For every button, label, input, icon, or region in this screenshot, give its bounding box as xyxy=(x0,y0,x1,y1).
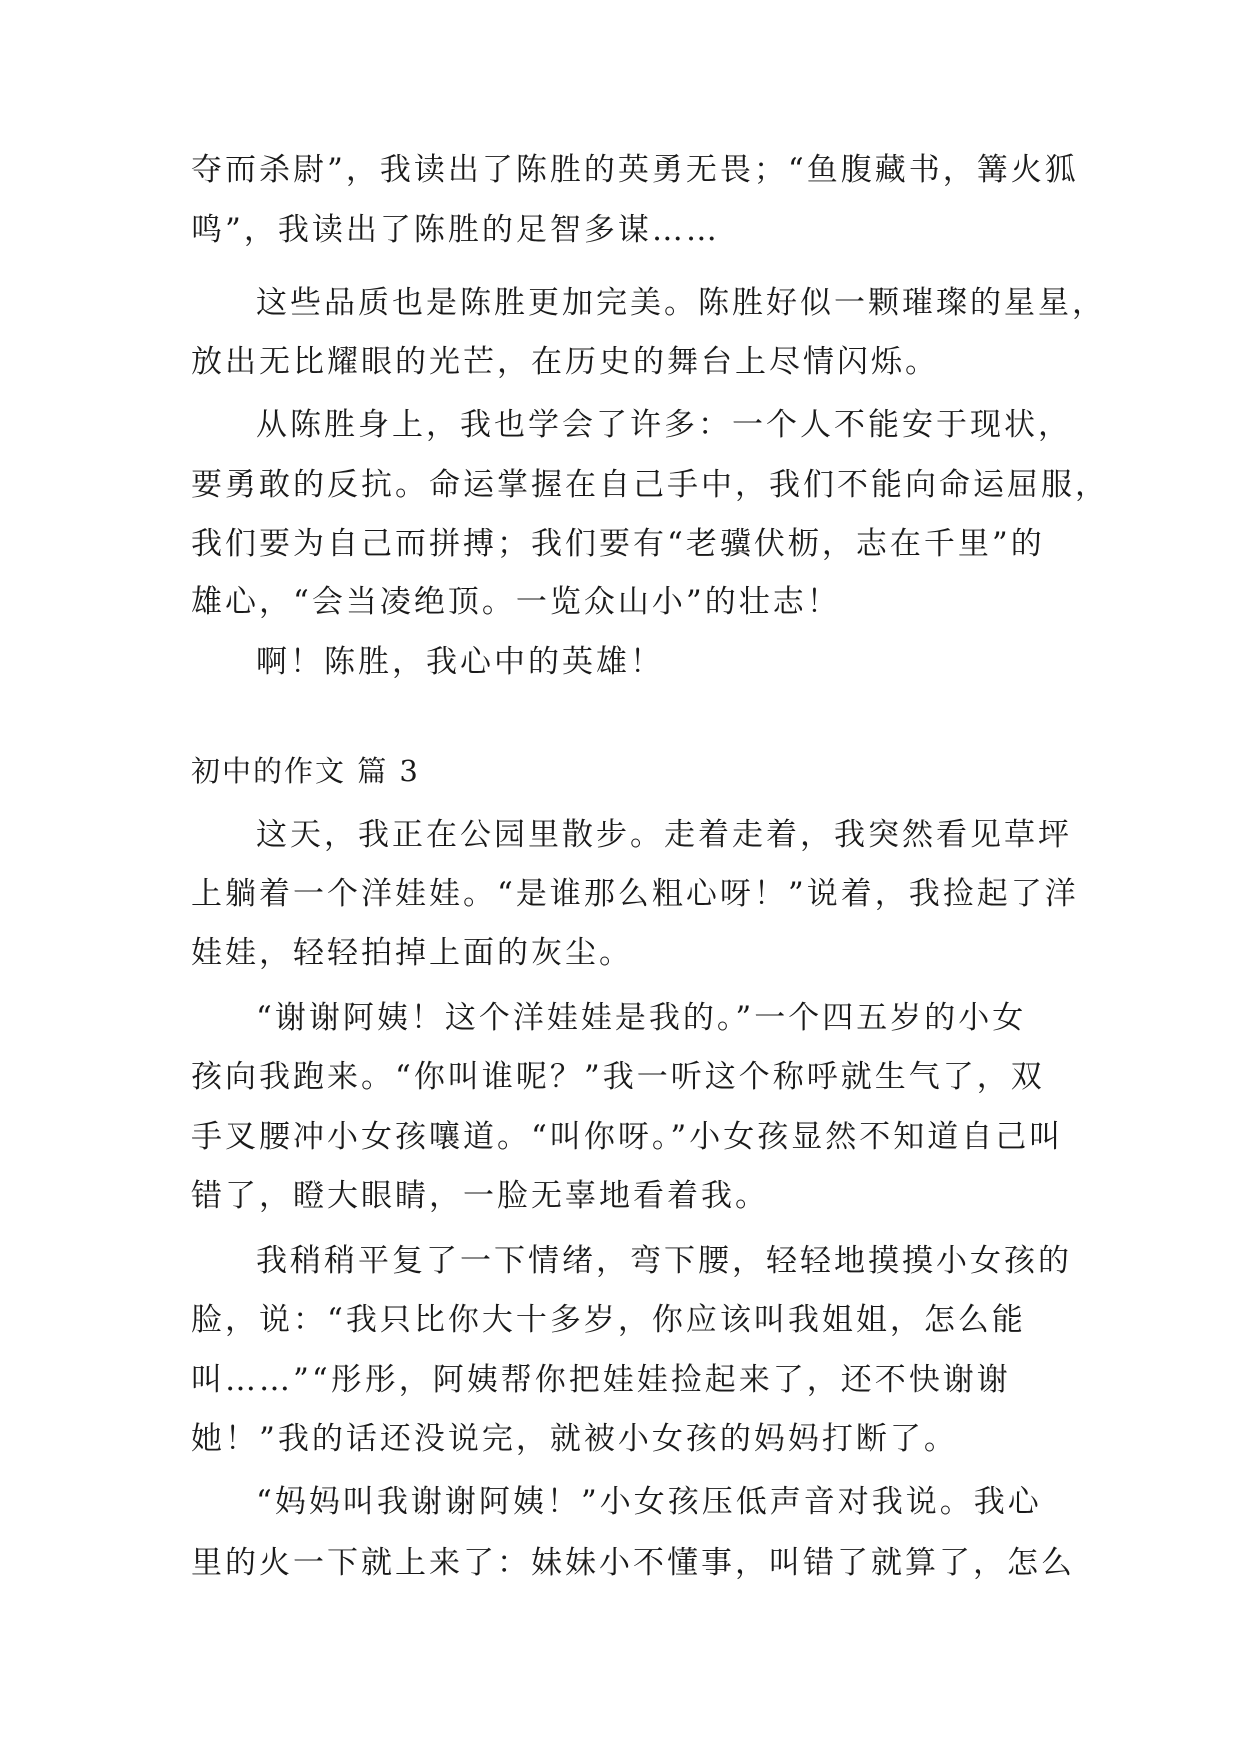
paragraph-line: 这些品质也是陈胜更加完美。陈胜好似一颗璀璨的星星， xyxy=(256,285,1106,321)
paragraph-line: 雄心，“会当凌绝顶。一览众山小”的壮志！ xyxy=(191,584,841,620)
section-title: 初中的作文 篇 3 xyxy=(191,754,420,788)
paragraph-line: 错了，瞪大眼睛，一脸无辜地看着我。 xyxy=(191,1178,769,1214)
paragraph-line: 她！”我的话还没说完，就被小女孩的妈妈打断了。 xyxy=(191,1421,958,1457)
paragraph-line: 啊！陈胜，我心中的英雄！ xyxy=(256,644,664,680)
paragraph-line: 我们要为自己而拼搏；我们要有“老骥伏枥，志在千里”的 xyxy=(191,526,1045,562)
paragraph-line: 叫……”“彤彤，阿姨帮你把娃娃捡起来了，还不快谢谢 xyxy=(191,1362,1011,1398)
paragraph-line: 放出无比耀眼的光芒，在历史的舞台上尽情闪烁。 xyxy=(191,344,939,380)
paragraph-line: “谢谢阿姨！这个洋娃娃是我的。”一个四五岁的小女 xyxy=(256,1000,1027,1036)
paragraph-line: 这天，我正在公园里散步。走着走着，我突然看见草坪 xyxy=(256,817,1072,853)
paragraph-line: 我稍稍平复了一下情绪，弯下腰，轻轻地摸摸小女孩的 xyxy=(256,1243,1072,1279)
paragraph-line: 上躺着一个洋娃娃。“是谁那么粗心呀！”说着，我捡起了洋 xyxy=(191,876,1079,912)
paragraph-line: 夺而杀尉”，我读出了陈胜的英勇无畏；“鱼腹藏书，篝火狐 xyxy=(191,152,1079,188)
paragraph-line: 要勇敢的反抗。命运掌握在自己手中，我们不能向命运屈服， xyxy=(191,467,1109,503)
paragraph-line: 娃娃，轻轻拍掉上面的灰尘。 xyxy=(191,935,633,971)
paragraph-line: 脸，说：“我只比你大十多岁，你应该叫我姐姐，怎么能 xyxy=(191,1302,1026,1338)
paragraph-line: 手叉腰冲小女孩嚷道。“叫你呀。”小女孩显然不知道自己叫 xyxy=(191,1119,1064,1155)
paragraph-line: 鸣”，我读出了陈胜的足智多谋…… xyxy=(191,212,720,248)
paragraph-line: 里的火一下就上来了：妹妹小不懂事，叫错了就算了，怎么 xyxy=(191,1545,1075,1581)
paragraph-line: 孩向我跑来。“你叫谁呢？”我一听这个称呼就生气了，双 xyxy=(191,1059,1045,1095)
paragraph-line: “妈妈叫我谢谢阿姨！”小女孩压低声音对我说。我心 xyxy=(256,1484,1042,1520)
paragraph-line: 从陈胜身上，我也学会了许多：一个人不能安于现状， xyxy=(256,407,1072,443)
